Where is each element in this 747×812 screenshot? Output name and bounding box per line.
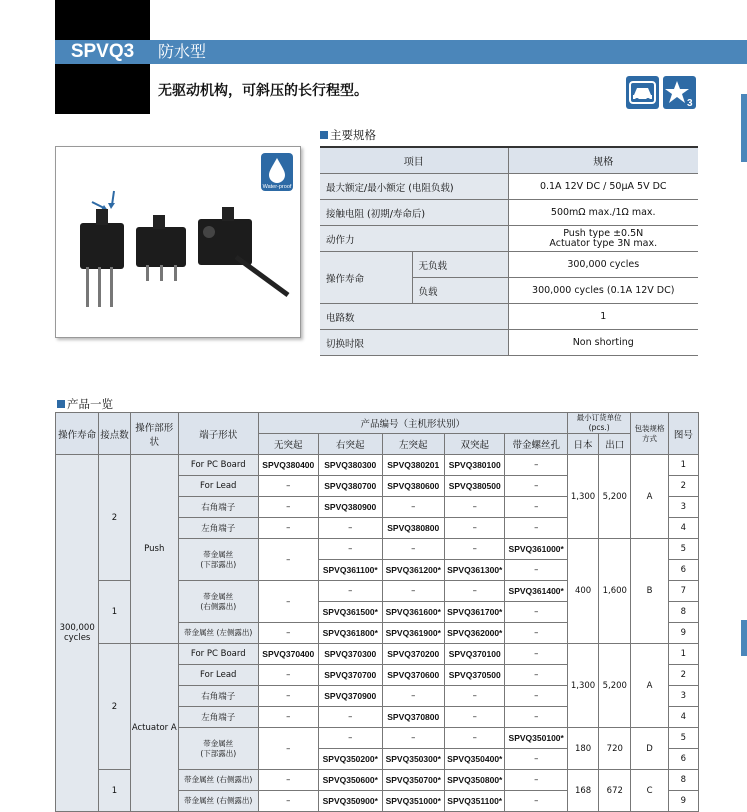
table-cell: 300,000 cycles xyxy=(56,455,99,812)
table-cell: – xyxy=(505,602,567,623)
table-cell: SPVQ380201 xyxy=(382,455,444,476)
table-cell: 1,600 xyxy=(599,539,631,644)
table-cell: 带金属丝 (下部露出) xyxy=(178,728,258,770)
table-cell: 9 xyxy=(668,791,698,812)
table-cell: 2 xyxy=(99,644,130,770)
table-cell: – xyxy=(319,581,382,602)
table-cell: 1,300 xyxy=(567,644,598,728)
table-cell: SPVQ370400 xyxy=(258,644,318,665)
car-icon xyxy=(626,76,659,109)
table-cell: 5 xyxy=(668,728,698,749)
table-cell: – xyxy=(382,686,444,707)
table-cell: SPVQ362000* xyxy=(444,623,504,644)
table-cell: – xyxy=(258,518,318,539)
table-cell: 6 xyxy=(668,749,698,770)
table-cell: – xyxy=(444,581,504,602)
subtitle: 无驱动机构，可斜压的长行程型。 xyxy=(158,83,368,99)
table-cell: – xyxy=(382,581,444,602)
table-cell: 1 xyxy=(99,581,130,644)
table-cell: SPVQ380100 xyxy=(444,455,504,476)
table-cell: 接触电阻 (初期/寿命后) xyxy=(320,200,508,226)
table-cell: 操作寿命 xyxy=(56,413,99,455)
table-cell: SPVQ350800* xyxy=(444,770,504,791)
table-cell: SPVQ361700* xyxy=(444,602,504,623)
table-cell: SPVQ361400* xyxy=(505,581,567,602)
table-cell: – xyxy=(258,476,318,497)
table-cell: 5 xyxy=(668,539,698,560)
table-cell: 2 xyxy=(668,476,698,497)
table-cell: – xyxy=(444,497,504,518)
table-cell: 6 xyxy=(668,560,698,581)
table-cell: 4 xyxy=(668,707,698,728)
table-cell: – xyxy=(258,497,318,518)
table-cell: 500mΩ max./1Ω max. xyxy=(508,200,698,226)
table-cell: 最小订货单位 (pcs.) xyxy=(567,413,630,434)
table-cell: 动作力 xyxy=(320,226,508,252)
table-cell: 1,300 xyxy=(567,455,598,539)
table-cell: 端子形状 xyxy=(178,413,258,455)
table-cell: – xyxy=(505,518,567,539)
svg-text:3: 3 xyxy=(687,98,693,109)
table-cell: SPVQ350600* xyxy=(319,770,382,791)
table-cell: 电路数 xyxy=(320,304,508,330)
table-cell: SPVQ350900* xyxy=(319,791,382,812)
table-cell: SPVQ370900 xyxy=(319,686,382,707)
table-cell: – xyxy=(258,665,318,686)
table-cell: SPVQ380900 xyxy=(319,497,382,518)
table-cell: For Lead xyxy=(178,476,258,497)
star-3-icon xyxy=(663,76,696,109)
spec-header-item: 项目 xyxy=(320,147,508,174)
table-cell: 720 xyxy=(599,728,631,770)
table-cell: 带金属丝 (左侧露出) xyxy=(178,623,258,644)
table-cell: – xyxy=(505,623,567,644)
table-cell: – xyxy=(319,728,382,749)
table-cell: SPVQ370700 xyxy=(319,665,382,686)
table-cell: 带金属丝 (右侧露出) xyxy=(178,791,258,812)
spec-table xyxy=(320,146,698,356)
table-cell: 右突起 xyxy=(319,434,382,455)
table-cell: 4 xyxy=(668,518,698,539)
table-cell: 672 xyxy=(599,770,631,812)
table-cell: A xyxy=(631,455,668,539)
table-cell: 左角端子 xyxy=(178,707,258,728)
table-cell: 无突起 xyxy=(258,434,318,455)
table-cell: 负载 xyxy=(412,278,508,304)
page-edge-tab xyxy=(741,94,747,162)
table-cell: 带金属丝 (右侧露出) xyxy=(178,581,258,623)
table-cell: – xyxy=(258,686,318,707)
table-cell: SPVQ361000* xyxy=(505,539,567,560)
table-cell: – xyxy=(505,749,567,770)
spec-header-spec: 规格 xyxy=(508,147,698,174)
table-cell: SPVQ350200* xyxy=(319,749,382,770)
product-photo xyxy=(55,146,301,338)
table-cell: For PC Board xyxy=(178,644,258,665)
table-cell: 300,000 cycles xyxy=(508,252,698,278)
product-type: 防水型 xyxy=(158,42,207,61)
table-cell: – xyxy=(444,686,504,707)
table-cell: Push xyxy=(130,455,178,644)
table-cell: 左角端子 xyxy=(178,518,258,539)
table-cell: – xyxy=(505,455,567,476)
table-cell: SPVQ380800 xyxy=(382,518,444,539)
table-cell: SPVQ361100* xyxy=(319,560,382,581)
table-cell: 带金属丝 (下部露出) xyxy=(178,539,258,581)
table-cell: 日本 xyxy=(567,434,598,455)
table-cell: – xyxy=(258,791,318,812)
table-cell: 9 xyxy=(668,623,698,644)
table-cell: SPVQ361800* xyxy=(319,623,382,644)
table-cell: 1 xyxy=(508,304,698,330)
table-cell: SPVQ380300 xyxy=(319,455,382,476)
spec-section-title: 主要规格 xyxy=(320,127,376,143)
water-proof-badge: Water-proof xyxy=(262,184,292,190)
table-cell: SPVQ380700 xyxy=(319,476,382,497)
table-cell: 操作部形状 xyxy=(130,413,178,455)
table-cell: – xyxy=(382,497,444,518)
table-cell: 操作寿命 xyxy=(320,252,412,304)
table-cell: – xyxy=(382,728,444,749)
table-cell: – xyxy=(258,539,318,581)
table-cell: – xyxy=(444,539,504,560)
table-cell: – xyxy=(258,581,318,623)
table-cell: SPVQ361500* xyxy=(319,602,382,623)
table-cell: 300,000 cycles (0.1A 12V DC) xyxy=(508,278,698,304)
table-cell: 带金属丝 (右侧露出) xyxy=(178,770,258,791)
product-section-title: 产品一览 xyxy=(57,396,113,412)
table-cell: – xyxy=(382,539,444,560)
table-cell: For PC Board xyxy=(178,455,258,476)
table-cell: SPVQ370600 xyxy=(382,665,444,686)
table-cell: – xyxy=(319,539,382,560)
table-cell: 168 xyxy=(567,770,598,812)
table-cell: For Lead xyxy=(178,665,258,686)
model-name: SPVQ3 xyxy=(70,41,135,62)
table-cell: SPVQ361300* xyxy=(444,560,504,581)
table-cell: 400 xyxy=(567,539,598,644)
table-cell: Actuator A xyxy=(130,644,178,812)
table-cell: – xyxy=(258,707,318,728)
table-cell: – xyxy=(444,728,504,749)
table-cell: – xyxy=(319,707,382,728)
table-cell: 接点数 xyxy=(99,413,130,455)
table-cell: – xyxy=(505,476,567,497)
table-cell: Non shorting xyxy=(508,330,698,356)
table-cell: 切换时限 xyxy=(320,330,508,356)
table-cell: 1 xyxy=(668,455,698,476)
table-cell: 带金螺丝孔 xyxy=(505,434,567,455)
table-cell: SPVQ370100 xyxy=(444,644,504,665)
table-cell: – xyxy=(505,707,567,728)
table-cell: 2 xyxy=(668,665,698,686)
table-cell: – xyxy=(505,560,567,581)
table-cell: – xyxy=(505,665,567,686)
table-cell: SPVQ370500 xyxy=(444,665,504,686)
table-cell: 7 xyxy=(668,581,698,602)
table-cell: 180 xyxy=(567,728,598,770)
table-cell: – xyxy=(505,686,567,707)
table-cell: SPVQ350700* xyxy=(382,770,444,791)
table-cell: SPVQ350400* xyxy=(444,749,504,770)
table-cell: 2 xyxy=(99,455,130,581)
table-cell: – xyxy=(444,518,504,539)
table-cell: SPVQ361200* xyxy=(382,560,444,581)
table-cell: 1 xyxy=(99,770,130,812)
table-cell: SPVQ380400 xyxy=(258,455,318,476)
table-cell: – xyxy=(319,518,382,539)
table-cell: 5,200 xyxy=(599,455,631,539)
table-cell: SPVQ350100* xyxy=(505,728,567,749)
product-table xyxy=(55,412,699,812)
table-cell: SPVQ370300 xyxy=(319,644,382,665)
table-cell: SPVQ361600* xyxy=(382,602,444,623)
table-cell: 最大额定/最小额定 (电阻负载) xyxy=(320,174,508,200)
table-cell: SPVQ351000* xyxy=(382,791,444,812)
table-cell: SPVQ361900* xyxy=(382,623,444,644)
table-cell: – xyxy=(258,623,318,644)
table-cell: SPVQ350300* xyxy=(382,749,444,770)
table-cell: 8 xyxy=(668,770,698,791)
table-cell: – xyxy=(505,644,567,665)
table-cell: 8 xyxy=(668,602,698,623)
table-cell: A xyxy=(631,644,668,728)
table-cell: 右角端子 xyxy=(178,497,258,518)
table-cell: – xyxy=(444,707,504,728)
table-cell: 3 xyxy=(668,497,698,518)
table-cell: B xyxy=(631,539,668,644)
table-cell: C xyxy=(631,770,668,812)
table-cell: 图号 xyxy=(668,413,698,455)
table-cell: 1 xyxy=(668,644,698,665)
table-cell: 右角端子 xyxy=(178,686,258,707)
table-cell: 包装规格方式 xyxy=(631,413,668,455)
table-cell: 产品编号（主机形状别） xyxy=(258,413,567,434)
table-cell: 3 xyxy=(668,686,698,707)
table-cell: – xyxy=(258,770,318,791)
table-cell: D xyxy=(631,728,668,770)
table-cell: – xyxy=(258,728,318,770)
table-cell: 5,200 xyxy=(599,644,631,728)
table-cell: SPVQ380500 xyxy=(444,476,504,497)
table-cell: SPVQ351100* xyxy=(444,791,504,812)
table-cell: – xyxy=(505,791,567,812)
table-cell: SPVQ370800 xyxy=(382,707,444,728)
table-cell: SPVQ380600 xyxy=(382,476,444,497)
table-cell: – xyxy=(505,770,567,791)
table-cell: Push type ±0.5N Actuator type 3N max. xyxy=(508,226,698,252)
table-cell: 0.1A 12V DC / 50μA 5V DC xyxy=(508,174,698,200)
table-cell: – xyxy=(505,497,567,518)
table-cell: 出口 xyxy=(599,434,631,455)
table-cell: 左突起 xyxy=(382,434,444,455)
table-cell: SPVQ370200 xyxy=(382,644,444,665)
table-cell: 双突起 xyxy=(444,434,504,455)
page-edge-tab-2 xyxy=(741,620,747,656)
table-cell: 无负载 xyxy=(412,252,508,278)
